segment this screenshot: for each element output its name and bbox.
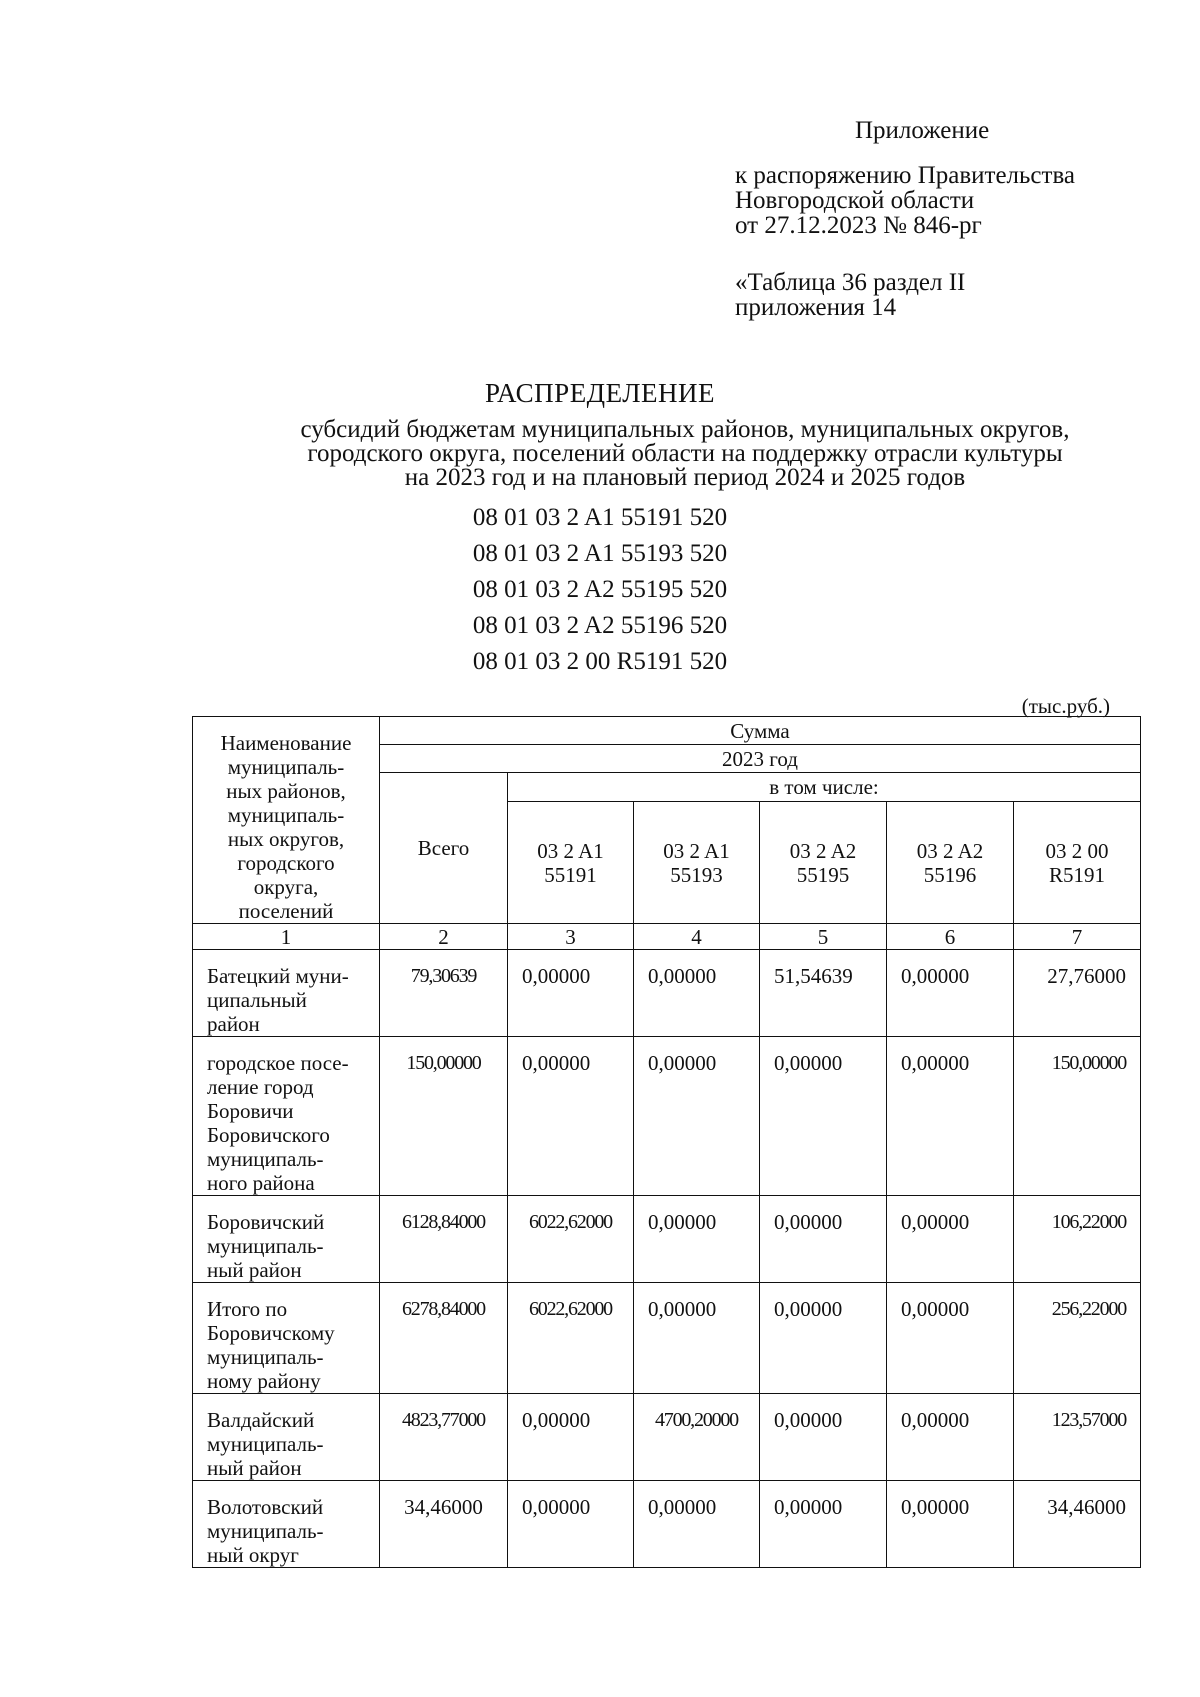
cell-value: 256,22000 [1014, 1283, 1141, 1394]
budget-code: 08 01 03 2 A2 55196 520 [472, 612, 728, 639]
table-row [193, 1394, 1141, 1481]
appendix-line: от 27.12.2023 № 846-рг [735, 212, 982, 239]
cell-value: 0,00000 [634, 1481, 760, 1568]
cell-value: 0,00000 [508, 1481, 634, 1568]
budget-code: 08 01 03 2 A1 55193 520 [472, 540, 728, 567]
column-number: 3 [508, 924, 634, 950]
cell-value: 0,00000 [634, 1283, 760, 1394]
cell-value: 0,00000 [760, 1037, 887, 1196]
header-name-line: муниципаль- [227, 755, 345, 779]
header-name-column [193, 717, 380, 924]
budget-code: 08 01 03 2 A2 55195 520 [472, 576, 728, 603]
table-row [193, 1481, 1141, 1568]
budget-code: 08 01 03 2 00 R5191 520 [472, 648, 728, 675]
subtitle-line: субсидий бюджетам муниципальных районов, муниципальных округов, [300, 416, 1070, 443]
header-name-line: ных округов, [227, 827, 345, 851]
appendix-line: к распоряжению Правительства [735, 162, 1076, 189]
column-number: 6 [887, 924, 1014, 950]
cell-value: 0,00000 [887, 1283, 1014, 1394]
cell-value: 0,00000 [634, 1196, 760, 1283]
subtitle-line: на 2023 год и на плановый период 2024 и 2025 годов [404, 464, 966, 491]
appendix-line: Новгородской области [735, 187, 975, 214]
cell-value: 0,00000 [760, 1196, 887, 1283]
document-title: РАСПРЕДЕЛЕНИЕ [484, 378, 716, 408]
appendix-block [735, 118, 1075, 238]
row-name: Итого по Боровичскому муниципаль- ному району [193, 1283, 380, 1394]
header-code-col3: 03 2 A1 55191 [508, 802, 634, 924]
units-label: (тыс.руб.) [1021, 694, 1110, 718]
distribution-table [192, 716, 1141, 1568]
cell-value: 150,00000 [1014, 1037, 1141, 1196]
row-name: Волотовский муниципаль- ный округ [193, 1481, 380, 1568]
cell-value: 123,57000 [1014, 1394, 1141, 1481]
header-code-col7: 03 2 00 R5191 [1014, 802, 1141, 924]
column-number: 5 [760, 924, 887, 950]
table-ref-line: приложения 14 [735, 294, 897, 321]
budget-codes [0, 500, 1200, 680]
header-code-col4: 03 2 A1 55193 [634, 802, 760, 924]
cell-value: 4700,20000 [634, 1394, 760, 1481]
cell-total: 4823,77000 [380, 1394, 508, 1481]
table-row [193, 1196, 1141, 1283]
cell-value: 6022,62000 [508, 1283, 634, 1394]
cell-value: 0,00000 [760, 1481, 887, 1568]
cell-value: 0,00000 [508, 950, 634, 1037]
cell-value: 106,22000 [1014, 1196, 1141, 1283]
cell-value: 51,54639 [760, 950, 887, 1037]
cell-value: 0,00000 [887, 950, 1014, 1037]
row-name: Валдайский муниципаль- ный район [193, 1394, 380, 1481]
cell-value: 0,00000 [760, 1283, 887, 1394]
column-number: 2 [380, 924, 508, 950]
cell-value: 0,00000 [887, 1037, 1014, 1196]
header-code-col5: 03 2 A2 55195 [760, 802, 887, 924]
cell-value: 0,00000 [508, 1394, 634, 1481]
cell-value: 0,00000 [887, 1196, 1014, 1283]
cell-total: 150,00000 [380, 1037, 508, 1196]
header-name-line: Наименование [220, 731, 352, 755]
cell-value: 0,00000 [887, 1481, 1014, 1568]
header-name-line: округа, [253, 875, 319, 899]
cell-total: 34,46000 [380, 1481, 508, 1568]
header-name-line: ных районов, [226, 779, 346, 803]
row-name: городское посе- ление город Боровичи Боровичского муниципаль- ного района [193, 1037, 380, 1196]
table-reference [735, 270, 965, 320]
table-ref-line: «Таблица 36 раздел II [735, 269, 966, 296]
cell-total: 79,30639 [380, 950, 508, 1037]
document-subtitle [235, 418, 1135, 490]
header-name-line: муниципаль- [227, 803, 345, 827]
cell-value: 0,00000 [508, 1037, 634, 1196]
cell-total: 6278,84000 [380, 1283, 508, 1394]
header-including: в том числе: [508, 773, 1141, 802]
row-name: Батецкий муни- ципальный район [193, 950, 380, 1037]
cell-value: 34,46000 [1014, 1481, 1141, 1568]
header-name-line: городского [237, 851, 335, 875]
budget-code: 08 01 03 2 A1 55191 520 [472, 504, 728, 531]
table-row [193, 1283, 1141, 1394]
header-sum: Сумма [380, 717, 1141, 745]
cell-value: 0,00000 [760, 1394, 887, 1481]
header-year: 2023 год [380, 745, 1141, 773]
header-code-col6: 03 2 A2 55196 [887, 802, 1014, 924]
cell-value: 0,00000 [634, 1037, 760, 1196]
cell-value: 27,76000 [1014, 950, 1141, 1037]
column-number: 1 [193, 924, 380, 950]
cell-value: 0,00000 [887, 1394, 1014, 1481]
cell-value: 0,00000 [634, 950, 760, 1037]
column-number: 4 [634, 924, 760, 950]
column-number: 7 [1014, 924, 1141, 950]
cell-total: 6128,84000 [380, 1196, 508, 1283]
table-row [193, 1037, 1141, 1196]
table-row [193, 950, 1141, 1037]
header-total: Всего [380, 773, 508, 924]
header-name-line: поселений [238, 899, 334, 923]
subtitle-line: городского округа, поселений области на поддержку отрасли культуры [307, 440, 1063, 467]
appendix-title: Приложение [855, 117, 990, 144]
row-name: Боровичский муниципаль- ный район [193, 1196, 380, 1283]
cell-value: 6022,62000 [508, 1196, 634, 1283]
